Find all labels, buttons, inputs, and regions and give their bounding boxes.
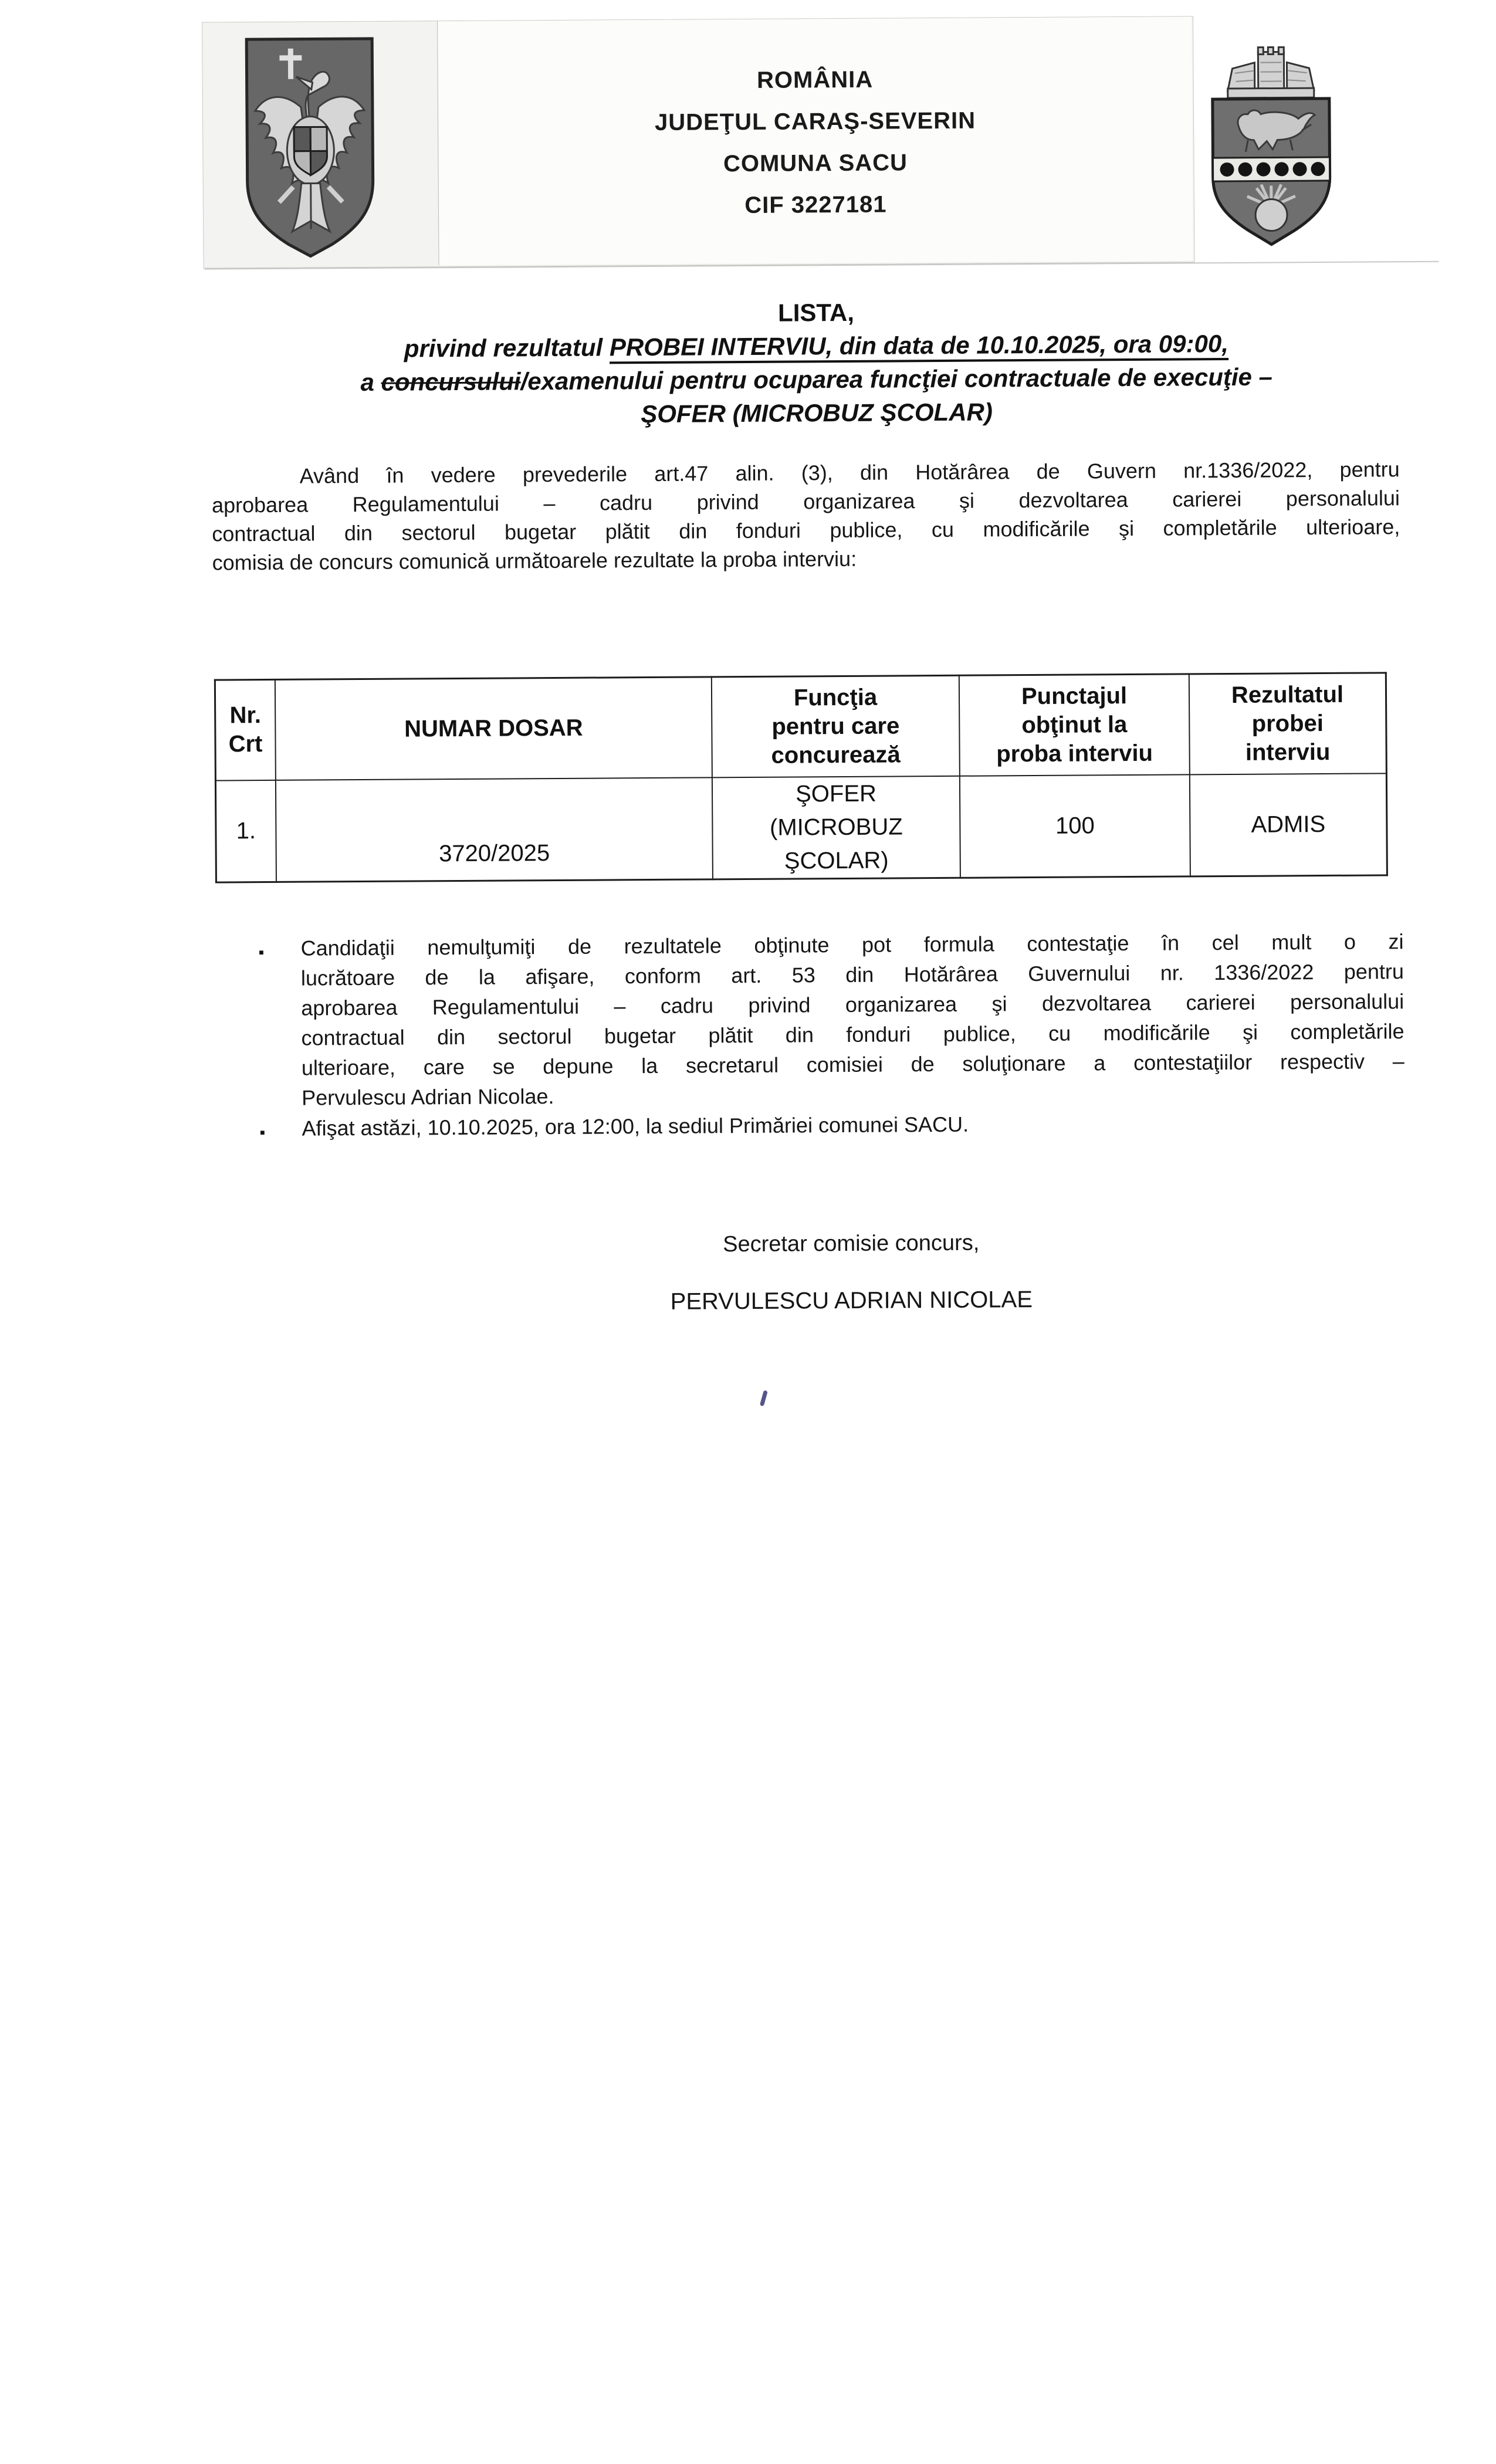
title-line3-strikethrough: concursului [381, 367, 521, 396]
header-cif: CIF 3227181 [744, 191, 887, 219]
header-text-box [437, 16, 1193, 265]
title-line-lista: LISTA, [777, 298, 855, 327]
signature-name: PERVULESCU ADRIAN NICOLAE [670, 1287, 1033, 1315]
note-contestation [258, 926, 1404, 1113]
col-header-numar-dosar: NUMAR DOSAR [275, 677, 712, 780]
results-table [214, 672, 1388, 883]
romania-coat-of-arms-icon [242, 35, 378, 259]
intro-paragraph-lines: Având în vedere prevederile art.47 alin. (3), din Hotărârea de Guvern nr.1336/2022, pentru aprobarea Regulamentului – cadru privind organizarea şi dezvoltarea carierei personalului contractual din sectorul bugetar plătit din fonduri publice, cu modificările şi completările ulterioare, comisia de concurs comunică următoarele rezultate la proba interviu: [211, 457, 1400, 575]
note-posted-lines: Afişat astăzi, 10.10.2025, ora 12:00, la sediul Primăriei comunei SACU. [302, 1112, 969, 1140]
col-header-rezultat: Rezultatul probei interviu [1189, 673, 1387, 774]
note-contestation-lines: Candidaţii nemulţumiţi de rezultatele obţinute pot formula contestaţie în cel mult o zi lucrătoare de la afişare, conform art. 53 din Hotărârea Guvernului nr. 1336/2022 pentru aprobarea Regulamentului – cadru privind organizarea şi dezvoltarea carierei personalului contractual din sectorul bugetar plătit din fonduri publice, cu modificările şi completările ulterioare, care se depune la secretarul comisiei de soluţionare a contestaţiilor respectiv – Pervulescu Adrian Nicolae. [300, 929, 1404, 1110]
cell-nr: 1. [215, 780, 276, 882]
bullet-square-icon: ▪ [259, 1123, 266, 1142]
bullet-square-icon: ▪ [258, 943, 265, 962]
title-line3-prefix: a [360, 368, 381, 397]
sacu-commune-coat-of-arms-icon [1201, 36, 1341, 251]
cell-punctaj: 100 [960, 774, 1190, 878]
table-row [215, 773, 1387, 882]
title-line2-prefix: privind rezultatul [404, 333, 610, 363]
col-header-punctaj: Punctajul obţinut la proba interviu [959, 674, 1190, 776]
cell-dosar: 3720/2025 [276, 777, 713, 882]
cell-rezultat: ADMIS [1190, 773, 1387, 876]
title-line-position: ŞOFER (MICROBUZ ŞCOLAR) [641, 398, 993, 428]
col-header-functia: Funcţia pentru care concurează [712, 675, 960, 777]
header-commune: COMUNA SACU [723, 150, 908, 177]
header-country: ROMÂNIA [756, 66, 874, 93]
note-posted [259, 1106, 1404, 1143]
title-line3-suffix: /examenului pentru ocuparea funcţiei contractuale de execuţie – [520, 363, 1273, 395]
document-title [200, 292, 1433, 434]
title-line2-underlined: PROBEI INTERVIU, din data de 10.10.2025, ora 09:00, [609, 329, 1229, 361]
col-header-nr-crt: Nr. Crt [215, 679, 276, 780]
pen-ink-mark [760, 1390, 768, 1406]
header-county: JUDEŢUL CARAŞ-SEVERIN [654, 107, 976, 136]
signature-role: Secretar comisie concurs, [723, 1230, 980, 1257]
intro-paragraph [212, 455, 1400, 577]
cell-functia: ŞOFER (MICROBUZ ŞCOLAR) [712, 776, 960, 879]
table-header-row [215, 673, 1386, 780]
notes-section [258, 926, 1404, 1143]
